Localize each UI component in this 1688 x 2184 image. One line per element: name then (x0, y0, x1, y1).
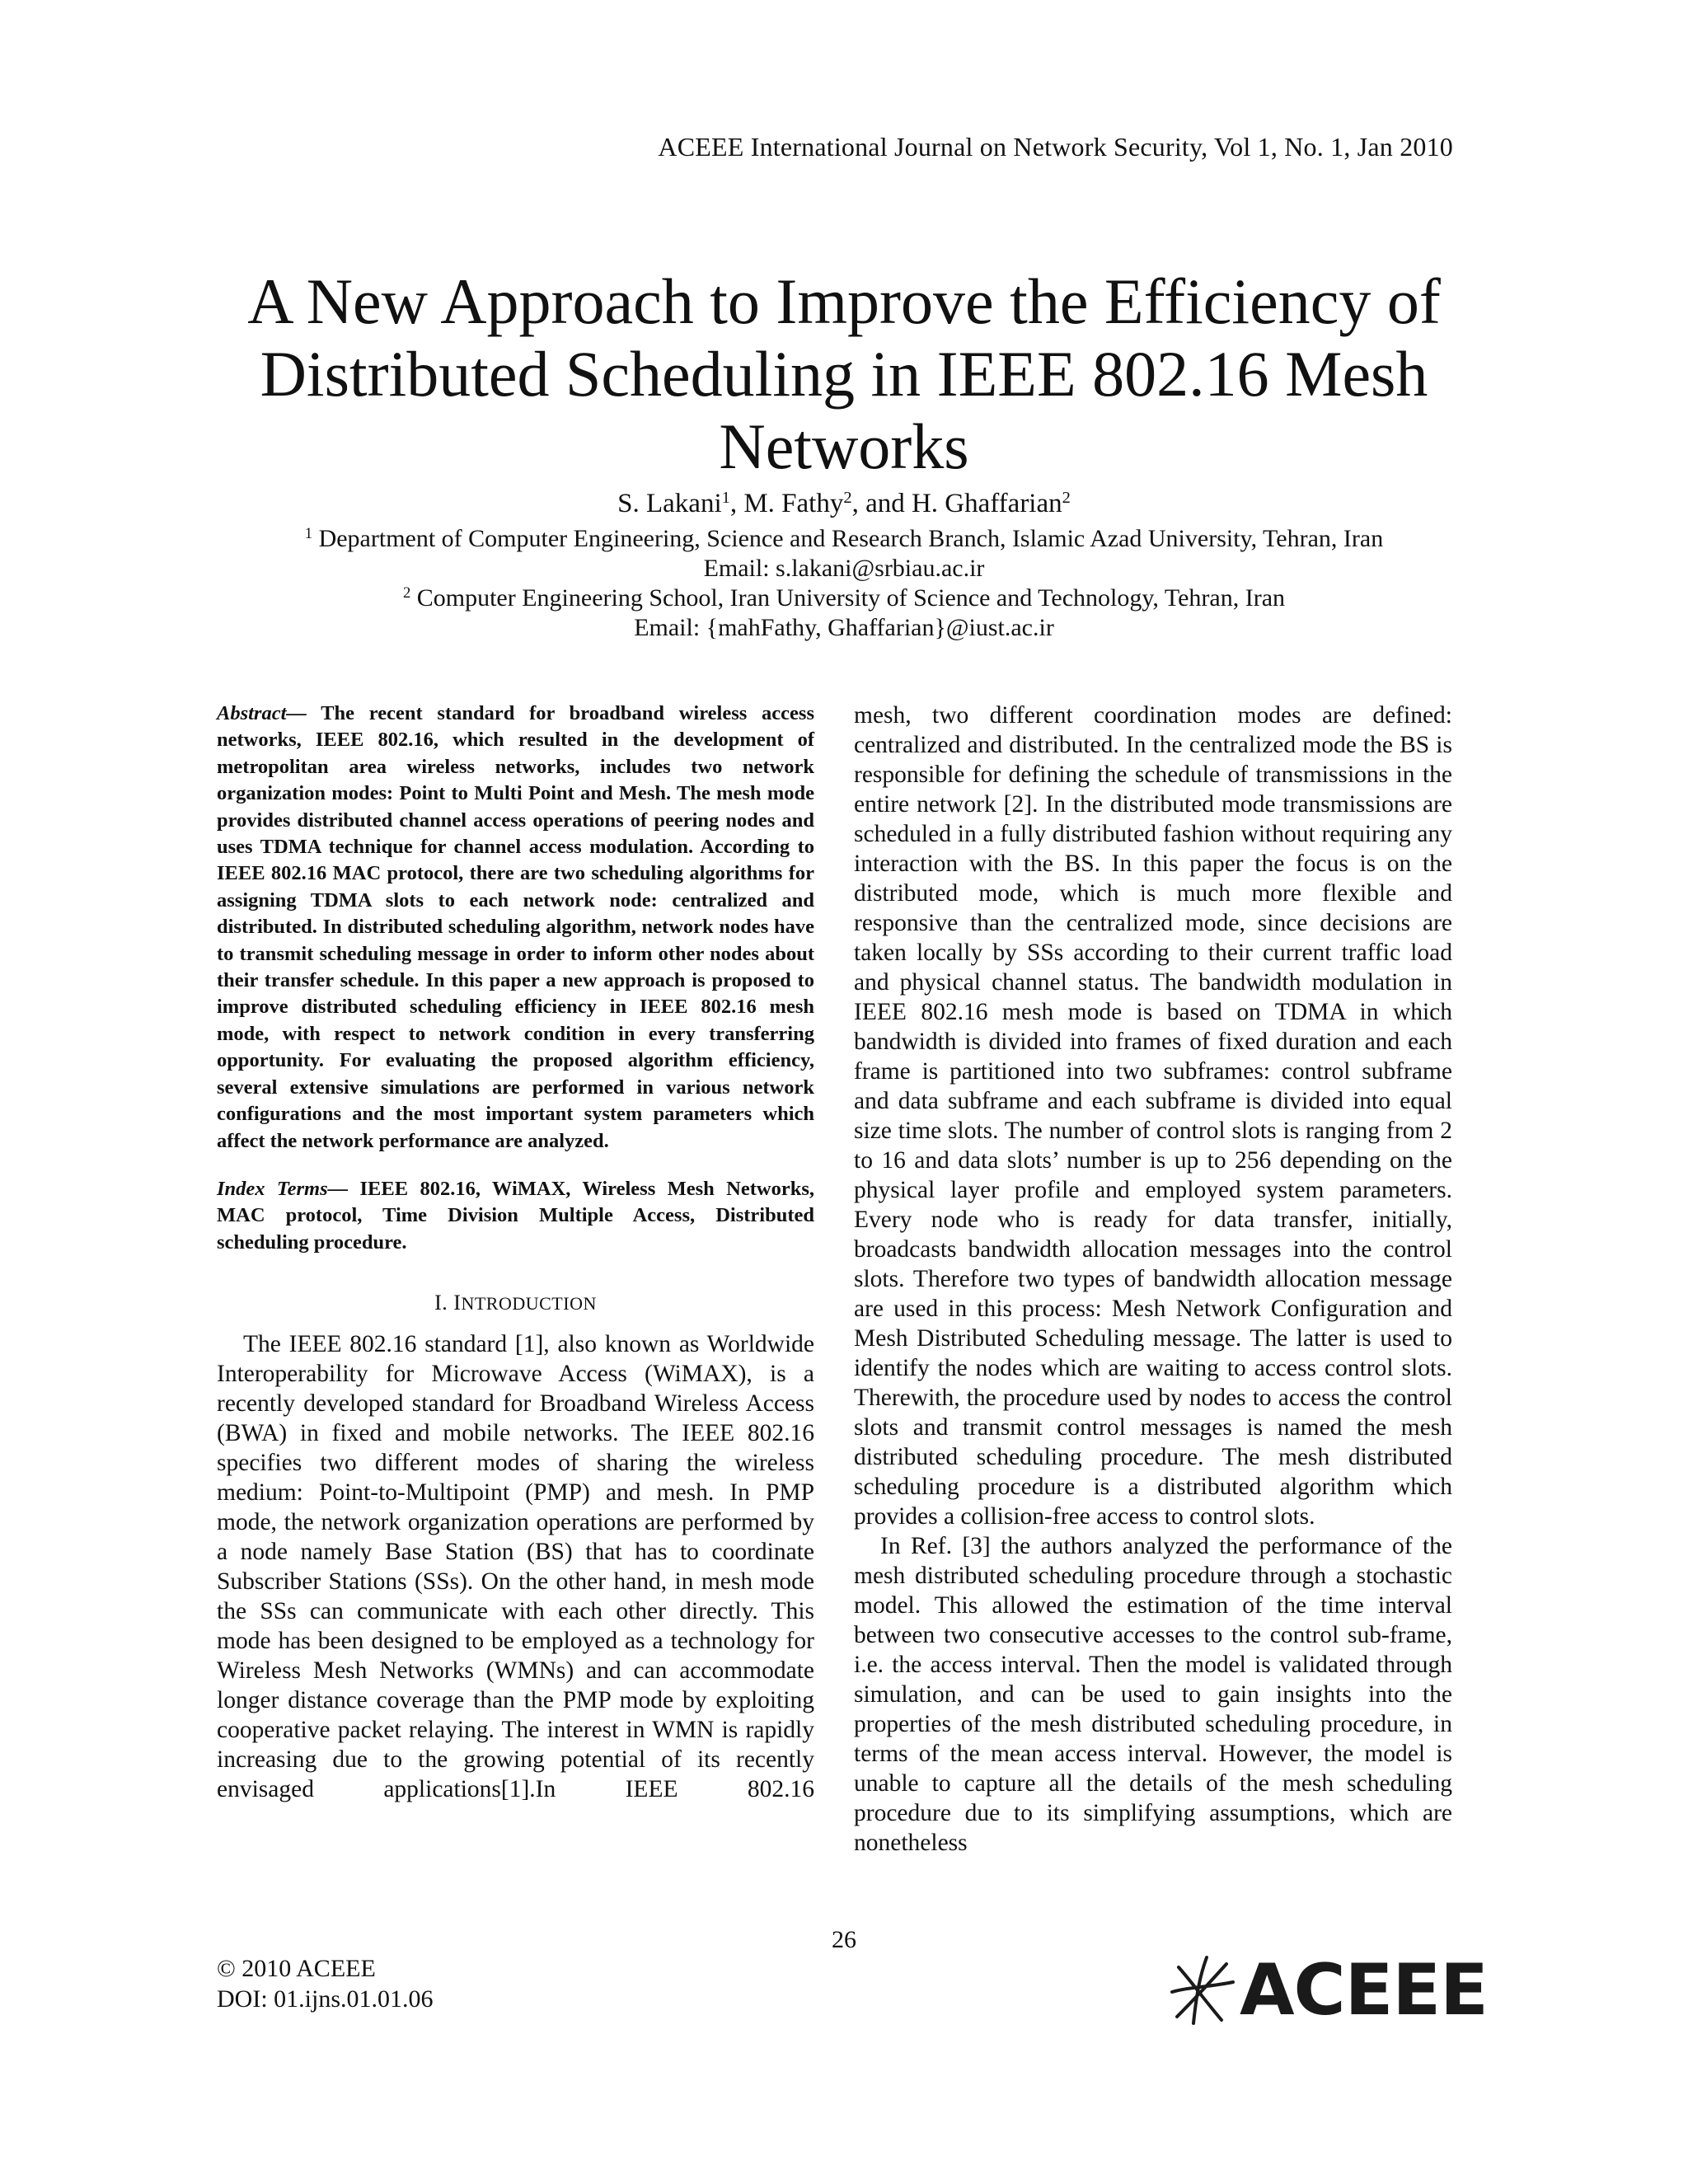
abstract-text: The recent standard for broadband wireless access networks, IEEE 802.16, which resulted in the development of metropolitan area wireless networks, includes two network organization modes: Point to Multi Point and Mesh. The mesh mode provides distributed channel access operations of peering nodes and uses TDMA technique for channel access modulation. According to IEEE 802.16 MAC protocol, there are two scheduling algorithms for assigning TDMA slots to each network node: centralized and distributed. In distributed scheduling algorithm, network nodes have to transmit scheduling message in order to inform other nodes about their transfer schedule. In this paper a new approach is proposed to improve distributed scheduling efficiency in IEEE 802.16 mesh mode, with respect to network condition in every transferring opportunity. For evaluating the proposed algorithm efficiency, several extensive simulations are performed in various network configurations and the most important system parameters which affect the network performance are analyzed. (217, 702, 814, 1152)
author-1: S. Lakani (617, 489, 722, 518)
index-terms-label: Index Terms— (217, 1177, 349, 1200)
affiliation-1-sup: 1 (304, 524, 313, 542)
star-icon (1164, 1951, 1238, 2030)
logo-wordmark: ACEEE (1240, 1949, 1488, 2032)
author-2-sup: 2 (843, 488, 852, 507)
section-heading-introduction (217, 1289, 814, 1318)
index-terms (217, 1176, 814, 1256)
publisher-logo (1164, 1949, 1488, 2032)
abstract-label: Abstract— (217, 702, 307, 724)
section-numeral: I. (434, 1291, 454, 1315)
author-1-sup: 1 (721, 488, 730, 507)
author-3: , and H. Ghaffarian (851, 489, 1062, 518)
right-column (854, 701, 1452, 1858)
affiliation-1 (0, 524, 1688, 554)
affiliation-2-email: Email: {mahFathy, Ghaffarian}@iust.ac.ir (634, 614, 1054, 641)
author-list (0, 488, 1688, 519)
affiliation-1-email: Email: s.lakani@srbiau.ac.ir (703, 555, 985, 582)
left-column (217, 701, 814, 1804)
intro-paragraph-2: In Ref. [3] the authors analyzed the performance of the mesh distributed scheduling procedure through a stochastic model. This allowed the estimation of the time interval between two consecutive accesses to the control sub-frame, i.e. the access interval. Then the model is validated through simulation, and can be used to gain insights into the properties of the mesh distributed scheduling procedure, in terms of the mean access interval. However, the model is unable to capture all the details of the mesh scheduling procedure due to its simplifying assumptions, which are nonetheless (854, 1533, 1452, 1856)
section-title-rest: NTRODUCTION (461, 1293, 597, 1315)
affiliation-2-text: Computer Engineering School, Iran University of Science and Technology, Tehran, Iran (410, 584, 1286, 612)
author-3-sup: 2 (1062, 488, 1071, 507)
affiliation-2 (0, 583, 1688, 613)
abstract (217, 701, 814, 1155)
affiliation-1-text: Department of Computer Engineering, Science and Research Branch, Islamic Azad University, Tehran, Iran (312, 525, 1384, 552)
affiliation-2-sup: 2 (402, 583, 411, 602)
footer-left (217, 1953, 434, 2014)
doi-line: DOI: 01.ijns.01.01.06 (217, 1985, 434, 2013)
copyright-line: © 2010 ACEEE (217, 1955, 376, 1982)
intro-paragraph-1: The IEEE 802.16 standard [1], also known as Worldwide Interoperability for Microwave Access (WiMAX), is a recently developed standard for Broadband Wireless Access (BWA) in fixed and mobile networks. The IEEE 802.16 specifies two different modes of sharing the wireless medium: Point-to-Multipoint (PMP) and mesh. In PMP mode, the network organization operations are performed by a node namely Base Station (BS) that has to coordinate Subscriber Stations (SSs). On the other hand, in mesh mode the SSs can communicate with each other directly. This mode has been designed to be employed as a technology for Wireless Mesh Networks (WMNs) and can accommodate longer distance coverage than the PMP mode by exploiting cooperative packet relaying. The interest in WMN is rapidly increasing due to the growing potential of its recently envisaged applications[1].In IEEE 802.16 (217, 1331, 814, 1803)
page-number: 26 (832, 1926, 856, 1953)
running-head: ACEEE International Journal on Network Security, Vol 1, No. 1, Jan 2010 (658, 132, 1453, 162)
index-terms-text: IEEE 802.16, WiMAX, Wireless Mesh Networks, MAC protocol, Time Division Multiple Access, Distributed scheduling procedure. (217, 1177, 814, 1254)
title-line-2: Distributed Scheduling in IEEE 802.16 Mesh (260, 338, 1428, 410)
paper-title (0, 265, 1688, 483)
author-2: , M. Fathy (729, 489, 844, 518)
intro-paragraph-1-continued: mesh, two different coordination modes are defined: centralized and distributed. In the centralized mode the BS is responsible for defining the schedule of transmissions in the entire network [2]. In the distributed mode transmissions are scheduled in a fully distributed fashion without requiring any interaction with the BS. In this paper the focus is on the distributed mode, which is much more flexible and responsive than the centralized mode, since decisions are taken locally by SSs according to their current traffic load and physical channel status. The bandwidth modulation in IEEE 802.16 mesh mode is based on TDMA in which bandwidth is divided into frames of fixed duration and each frame is partitioned into two subframes: control subframe and data subframe and each subframe is divided into equal size time slots. The number of control slots is ranging from 2 to 16 and data slots’ number is up to 256 depending on the physical layer profile and employed system parameters. Every node who is ready for data transfer, initially, broadcasts bandwidth allocation messages into the control slots. Therefore two types of bandwidth allocation message are used in this process: Mesh Network Configuration and Mesh Distributed Scheduling message. The latter is used to identify the nodes which are waiting to access control slots. Therewith, the procedure used by nodes to access the control slots and transmit control messages is named the mesh distributed scheduling procedure. The mesh distributed scheduling procedure is a distributed algorithm which provides a collision-free access to control slots. (854, 702, 1452, 1530)
title-line-3: Networks (719, 410, 969, 482)
title-line-1: A New Approach to Improve the Efficiency of (247, 265, 1441, 337)
section-title-first: I (453, 1291, 462, 1315)
